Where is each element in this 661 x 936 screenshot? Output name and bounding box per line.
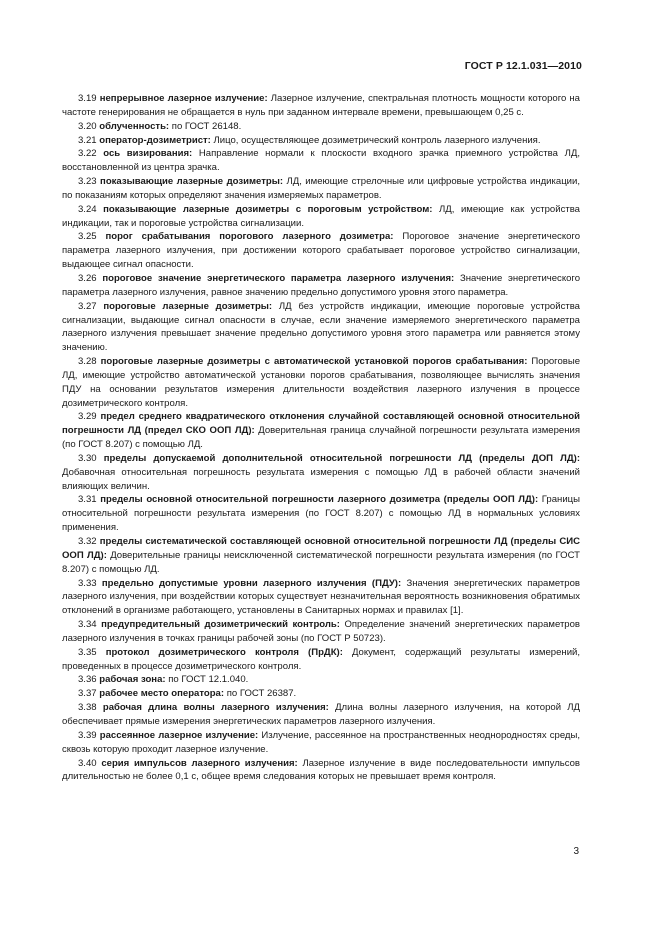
term-definition [62,646,580,674]
term-text: Доверительная граница случайной погрешности результата измерения (по ГОСТ 8.207) с помощью ЛД. [62,425,580,451]
term-definition [62,493,580,535]
term-text: Пороговые ЛД, имеющие устройство автоматической установки порогов срабатывания, позволяющее вычислять значения ПДУ на основании результатов измерения длительности воздействия лазерного излучения в процессе дозиметрического контроля. [62,356,581,409]
term-name: пределы допускаемой дополнительной относительной погрешности ЛД (пределы ДОП ЛД): [103,452,580,464]
term-name: пределы основной относительной погрешности лазерного дозиметра (пределы ООП ЛД): [100,494,539,506]
term-text: Лазерное излучение в виде последовательности импульсов длительностью не более 0,1 с, общее время следования которых не превышает время контроля. [62,757,580,783]
term-name: протокол дозиметрического контроля (ПрДК): [105,646,343,658]
term-text: Документ, содержащий результаты измерений, проведенных в процессе дозиметрического контроля. [62,646,581,672]
term-definition [62,134,580,148]
term-text: ЛД без устройств индикации, имеющие пороговые устройства сигнализации, выдающие сигнал опасности в случае, если значение измеряемого энергетического параметра лазерного излучения превышает значение предельно допустимого уровня этого параметра или равняется этому значению. [62,300,580,354]
term-text: по ГОСТ 26148. [169,120,242,132]
term-definition [62,147,580,175]
term-name: пороговые лазерные дозиметры: [103,300,273,312]
term-definition [62,618,580,646]
term-definition [62,410,580,452]
term-definition [62,92,580,120]
term-number: 3.31 [78,494,97,506]
term-number: 3.33 [78,577,97,589]
term-name: оператор-дозиметрист: [99,134,211,146]
term-name: пределы систематической составляющей основной относительной погрешности ЛД (пределы СИС ООП ЛД): [62,536,580,561]
term-definition [62,120,580,134]
term-name: серия импульсов лазерного излучения: [101,757,298,769]
term-definition [62,203,580,231]
term-text: Определение значений энергетических параметров лазерного излучения в точках границы рабочей зоны (по ГОСТ Р 50723). [62,619,581,644]
term-name: ось визирования: [103,148,193,160]
term-definition [62,355,580,410]
term-number: 3.35 [78,646,97,658]
term-name: показывающие лазерные дозиметры: [100,176,284,188]
term-text: Добавочная относительная погрешность результата измерения с помощью ЛД в рабочей области значений влияющих величин. [62,466,580,492]
term-name: предельно допустимые уровни лазерного излучения (ПДУ): [101,577,402,589]
term-number: 3.21 [78,134,97,146]
term-name: предел среднего квадратического отклонения случайной составляющей основной относительной погрешности ЛД (предел СКО ООП ЛД): [62,411,580,437]
term-definition [62,673,580,687]
term-number: 3.29 [78,411,97,423]
term-number: 3.20 [78,120,97,132]
term-definition [62,230,580,272]
term-text: Границы относительной погрешности результата измерения (по ГОСТ 8.207) с помощью ЛД в нормальных условиях применения. [62,494,580,534]
term-definition [62,687,580,701]
term-definition [62,300,580,355]
term-text: Значение энергетического параметра лазерного излучения, равное значению предельно допустимого уровня этого параметра. [62,272,581,298]
term-definition [62,757,580,785]
term-name: пороговые лазерные дозиметры с автоматической установкой порогов срабатывания: [100,356,528,368]
term-name: рабочая зона: [99,674,166,686]
term-name: рабочая длина волны лазерного излучения: [102,702,329,714]
term-definition [62,701,580,729]
term-number: 3.34 [78,619,97,631]
term-name: облученность: [99,120,170,132]
term-text: по ГОСТ 26387. [224,688,297,700]
term-number: 3.26 [78,272,97,284]
term-text: Длина волны лазерного излучения, на которой ЛД обеспечивает прямые измерения энергетических параметров лазерного излучения. [62,702,581,727]
page-number: 3 [573,846,579,857]
term-number: 3.19 [78,93,97,104]
term-number: 3.24 [78,203,97,215]
term-number: 3.27 [78,300,97,312]
term-text: ЛД, имеющие как устройства индикации, так и пороговые устройства сигнализации. [62,203,580,229]
term-number: 3.28 [78,356,97,368]
term-name: пороговое значение энергетического параметра лазерного излучения: [102,272,455,284]
term-number: 3.37 [78,688,97,700]
term-number: 3.22 [78,148,97,160]
term-text: Доверительные границы неисключенной систематической погрешности результата измерения (по ГОСТ 8.207) с помощью ЛД. [62,549,580,575]
term-text: Пороговое значение энергетического параметра лазерного излучения, при достижении которого срабатывает пороговое устройство сигнализации, выдающее сигнал опасности. [62,231,581,271]
term-number: 3.40 [78,757,97,769]
term-number: 3.36 [78,674,97,686]
term-name: непрерывное лазерное излучение: [99,93,268,104]
term-definition [62,175,580,203]
term-text: Направление нормали к плоскости входного зрачка приемного устройства ЛД, восстановленной из центра зрачка. [62,148,580,174]
term-text: по ГОСТ 12.1.040. [165,674,249,686]
term-definition [62,535,580,577]
document-code-header: ГОСТ Р 12.1.031—2010 [464,60,582,72]
term-number: 3.38 [78,702,97,714]
term-name: предупредительный дозиметрический контроль: [101,619,340,631]
terms-list [62,92,580,784]
term-text: Излучение, рассеянное на пространственных неоднородностях среды, сквозь которую проходит лазерное излучение. [62,729,581,755]
term-name: порог срабатывания порогового лазерного дозиметра: [105,231,394,243]
term-text: Лазерное излучение, спектральная плотность мощности которого на частоте генерирования не обращается в нуль при заданном интервале времени, превышающем 0,25 с. [62,93,580,118]
term-number: 3.25 [78,231,97,243]
term-definition [62,729,580,757]
term-definition [62,452,580,494]
term-number: 3.23 [78,176,97,188]
term-number: 3.32 [78,536,97,547]
term-name: рабочее место оператора: [99,688,225,700]
term-definition [62,272,580,300]
term-number: 3.30 [78,452,97,464]
term-definition [62,577,580,619]
term-text: Лицо, осуществляющее дозиметрический контроль лазерного излучения. [210,134,541,146]
term-name: показывающие лазерные дозиметры с пороговым устройством: [103,203,433,215]
term-text: Значения энергетических параметров лазерного излучения, при воздействии которых существует незначительная вероятность возникновения обратимых отклонений в организме работающего, установлены в Санитарных нормах и правилах [1]. [62,577,580,617]
term-name: рассеянное лазерное излучение: [99,729,259,741]
term-text: ЛД, имеющие стрелочные или цифровые устройства индикации, по показаниям которых определяют значения измеряемых параметров. [62,176,580,201]
term-number: 3.39 [78,729,97,741]
